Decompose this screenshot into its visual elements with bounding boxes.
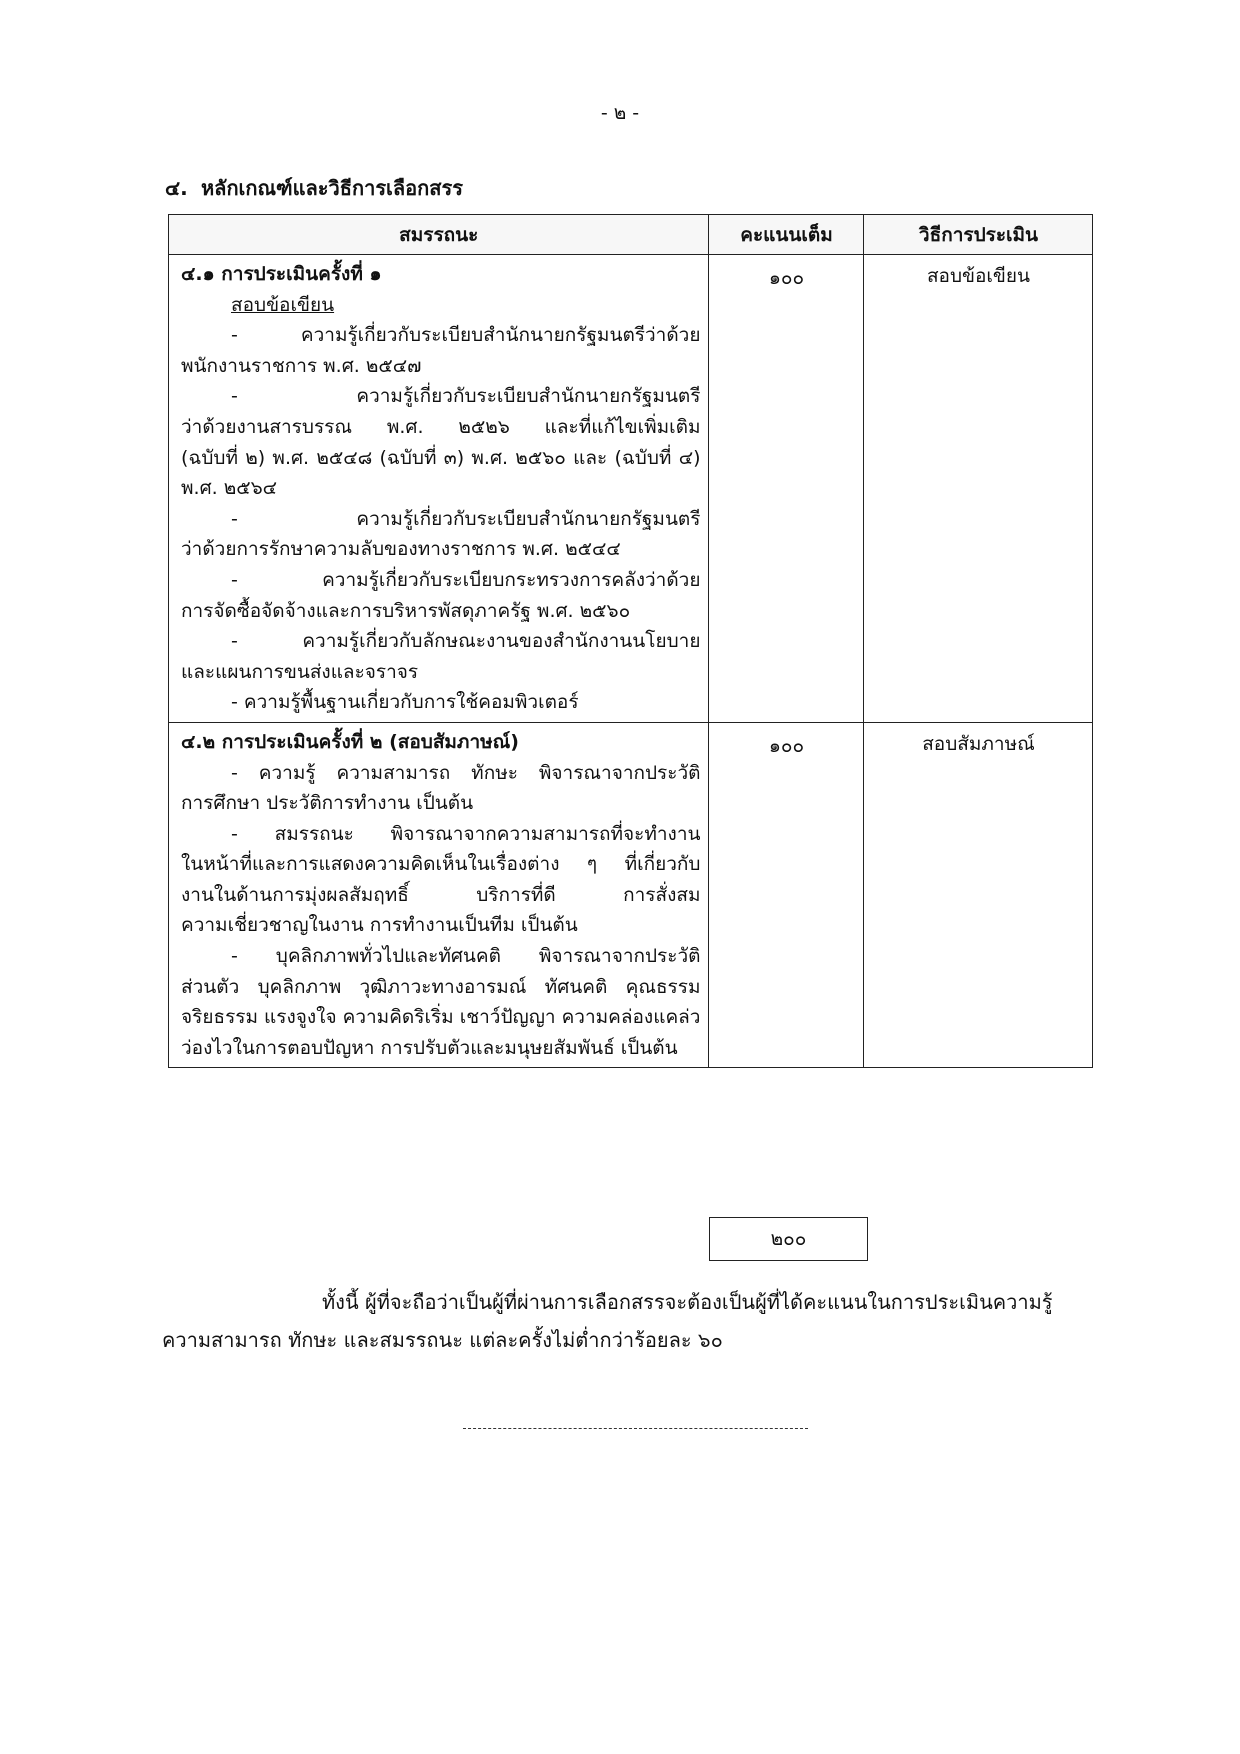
note-paragraph — [162, 1283, 1110, 1359]
competency-line: - ความรู้เกี่ยวกับระเบียบสำนักนายกรัฐมนตรี — [231, 385, 701, 408]
competency-line: พนักงานราชการ พ.ศ. ๒๕๔๗ — [181, 354, 422, 377]
total-table — [709, 1217, 1099, 1261]
competency-line: และแผนการขนส่งและจราจร — [181, 660, 419, 683]
header-assessment-method: วิธีการประเมิน — [864, 215, 1093, 255]
row-title: ๔.๒ การประเมินครั้งที่ ๒ (สอบสัมภาษณ์) — [181, 730, 519, 753]
total-blank-cell — [868, 1218, 1100, 1261]
competency-line: - ความรู้เกี่ยวกับระเบียบสำนักนายกรัฐมนตรี — [231, 507, 701, 530]
section-number: ๔. — [165, 176, 188, 200]
competency-line: - ความรู้พื้นฐานเกี่ยวกับการใช้คอมพิวเตอร์ — [231, 691, 579, 714]
competency-line: - ความรู้เกี่ยวกับระเบียบกระทรวงการคลังว่าด้วย — [231, 568, 701, 591]
competency-line: ในหน้าที่และการแสดงความคิดเห็นในเรื่องต่าง ๆ ที่เกี่ยวกับ — [181, 853, 701, 876]
competency-line: - บุคลิกภาพทั่วไปและทัศนคติ พิจารณาจากประวัติ — [231, 945, 701, 968]
competency-line: - ความรู้เกี่ยวกับลักษณะงานของสำนักงานนโยบาย — [231, 630, 701, 653]
competency-line: ว่าด้วยการรักษาความลับของทางราชการ พ.ศ. ๒๕๔๔ — [181, 538, 621, 561]
competency-line: การจัดซื้อจัดจ้างและการบริหารพัสดุภาครัฐ พ.ศ. ๒๕๖๐ — [181, 599, 631, 622]
table-row — [169, 255, 1093, 723]
page-number: - ๒ - — [600, 102, 640, 124]
section-title: หลักเกณฑ์และวิธีการเลือกสรร — [201, 176, 463, 200]
competency-line: - ความรู้เกี่ยวกับระเบียบสำนักนายกรัฐมนตรีว่าด้วย — [231, 324, 701, 347]
score-cell: ๑๐๐ — [709, 722, 864, 1068]
note-line: ทั้งนี้ ผู้ที่จะถือว่าเป็นผู้ที่ผ่านการเลือกสรรจะต้องเป็นผู้ที่ได้คะแนนในการประเมินความรู้ — [322, 1290, 1053, 1314]
score-cell: ๑๐๐ — [709, 255, 864, 723]
competency-line: ว่าด้วยงานสารบรรณ พ.ศ. ๒๕๒๖ และที่แก้ไขเพิ่มเติม — [181, 415, 701, 438]
competency-line: การศึกษา ประวัติการทำงาน เป็นต้น — [181, 792, 474, 815]
row-title: ๔.๑ การประเมินครั้งที่ ๑ — [181, 263, 382, 285]
competency-cell — [169, 255, 709, 723]
table-header-row — [169, 215, 1093, 255]
method-cell: สอบสัมภาษณ์ — [864, 722, 1093, 1068]
criteria-table — [168, 214, 1093, 1068]
header-competency: สมรรถนะ — [169, 215, 709, 255]
note-line: ความสามารถ ทักษะ และสมรรถนะ แต่ละครั้งไม่ต่ำกว่าร้อยละ ๖๐ — [162, 1328, 723, 1352]
competency-line: จริยธรรม แรงจูงใจ ความคิดริเริ่ม เชาว์ปัญญา ความคล่องแคล่ว — [181, 1006, 701, 1029]
competency-line: - ความรู้ ความสามารถ ทักษะ พิจารณาจากประวัติ — [231, 761, 701, 784]
section-heading — [165, 172, 463, 204]
competency-line: ส่วนตัว บุคลิกภาพ วุฒิภาวะทางอารมณ์ ทัศนคติ คุณธรรม — [181, 975, 701, 998]
table-row — [169, 722, 1093, 1068]
total-score: ๒๐๐ — [710, 1218, 868, 1261]
competency-cell — [169, 722, 709, 1068]
subheading: สอบข้อเขียน — [231, 293, 335, 316]
competency-line: ความเชี่ยวชาญในงาน การทำงานเป็นทีม เป็นต้น — [181, 914, 578, 937]
competency-line: ว่องไวในการตอบปัญหา การปรับตัวและมนุษยสัมพันธ์ เป็นต้น — [181, 1036, 678, 1059]
competency-line: (ฉบับที่ ๒) พ.ศ. ๒๕๔๘ (ฉบับที่ ๓) พ.ศ. ๒๕๖๐ และ (ฉบับที่ ๔) — [181, 446, 701, 469]
header-full-score: คะแนนเต็ม — [709, 215, 864, 255]
competency-line: - สมรรถนะ พิจารณาจากความสามารถที่จะทำงาน — [231, 822, 701, 845]
competency-line: งานในด้านการมุ่งผลสัมฤทธิ์ บริการที่ดี การสั่งสม — [181, 883, 701, 906]
end-divider — [463, 1428, 808, 1429]
competency-line: พ.ศ. ๒๕๖๔ — [181, 477, 278, 500]
method-cell: สอบข้อเขียน — [864, 255, 1093, 723]
